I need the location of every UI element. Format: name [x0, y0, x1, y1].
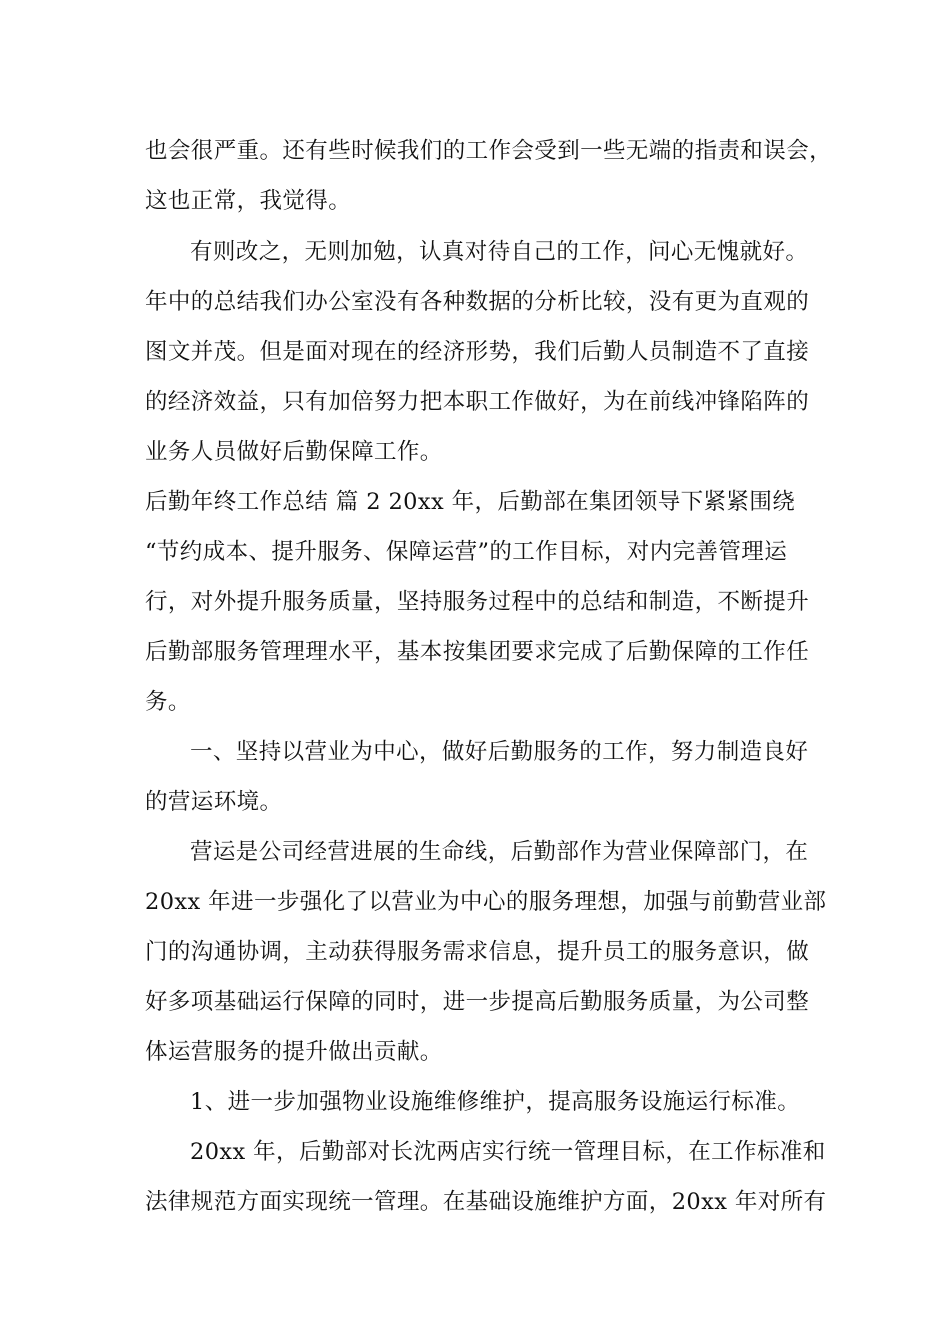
paragraph-line: 体运营服务的提升做出贡献。: [145, 1039, 443, 1065]
paragraph-line: 图文并茂。但是面对现在的经济形势，我们后勤人员制造不了直接: [145, 339, 810, 365]
paragraph-line: 有则改之，无则加勉，认真对待自己的工作，问心无愧就好。: [190, 239, 809, 265]
paragraph-line: “节约成本、提升服务、保障运营”的工作目标，对内完善管理运: [145, 539, 788, 565]
paragraph-line: 这也正常，我觉得。: [145, 188, 352, 214]
section-heading-line: 后勤年终工作总结 篇 2 20xx 年，后勤部在集团领导下紧紧围绕: [145, 489, 796, 515]
paragraph-line: 业务人员做好后勤保障工作。: [145, 439, 443, 465]
paragraph-line: 20xx 年进一步强化了以营业为中心的服务理想，加强与前勤营业部: [145, 889, 827, 915]
paragraph-line: 门的沟通协调，主动获得服务需求信息，提升员工的服务意识，做: [145, 939, 810, 965]
paragraph-line: 后勤部服务管理理水平，基本按集团要求完成了后勤保障的工作任: [145, 639, 810, 665]
paragraph-line: 一、坚持以营业为中心，做好后勤服务的工作，努力制造良好: [190, 739, 809, 765]
paragraph-line: 好多项基础运行保障的同时，进一步提高后勤服务质量，为公司整: [145, 989, 810, 1015]
paragraph-line: 1、进一步加强物业设施维修维护，提高服务设施运行标准。: [190, 1089, 801, 1115]
paragraph-line: 营运是公司经营进展的生命线，后勤部作为营业保障部门，在: [190, 839, 809, 865]
paragraph-line: 的经济效益，只有加倍努力把本职工作做好，为在前线冲锋陷阵的: [145, 389, 810, 415]
paragraph-line: 的营运环境。: [145, 789, 283, 815]
paragraph-line: 务。: [145, 689, 191, 715]
paragraph-line: 法律规范方面实现统一管理。在基础设施维护方面，20xx 年对所有: [145, 1189, 827, 1215]
paragraph-line: 行，对外提升服务质量，坚持服务过程中的总结和制造，不断提升: [145, 589, 810, 615]
paragraph-line: 20xx 年，后勤部对长沈两店实行统一管理目标，在工作标准和: [190, 1139, 826, 1165]
paragraph-line: 也会很严重。还有些时候我们的工作会受到一些无端的指责和误会，: [145, 138, 833, 164]
paragraph-line: 年中的总结我们办公室没有各种数据的分析比较，没有更为直观的: [145, 289, 810, 315]
